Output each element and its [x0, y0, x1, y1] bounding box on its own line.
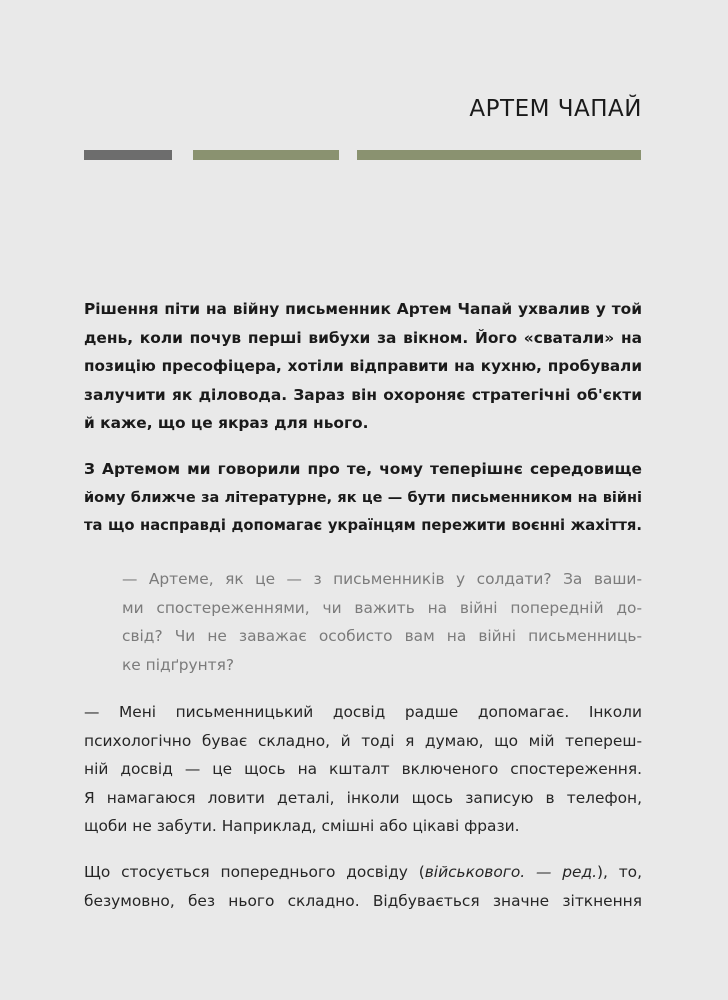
decorative-bar-olive-long [357, 150, 641, 160]
lead-line: йому ближче за літературне, як це — бути письменником на війні [84, 489, 642, 506]
lead-line: З Артемом ми говорили про те, чому теперішнє середовище [84, 460, 642, 478]
question-line: — Артеме, як це — з письменників у солдати? За ваши- [122, 570, 642, 588]
intro-line: залучити як діловода. Зараз він охороняє стратегічні об'єкти [84, 385, 642, 404]
author-name: АРТЕМ ЧАПАЙ [469, 96, 642, 122]
answer-line: ній досвід — це щось на кшталт включеного спостереження. [84, 760, 642, 778]
intro-line: позицію пресофіцера, хотіли відправити на кухню, пробували [84, 357, 642, 375]
question-line: ке підґрунтя? [122, 655, 235, 674]
intro-line: Рішення піти на війну письменник Артем Чапай ухвалив у той [84, 300, 642, 318]
answer-line: щоби не забути. Наприклад, смішні або цікаві фрази. [84, 817, 520, 835]
answer-line: — Мені письменницький досвід радше допомагає. Інколи [84, 703, 642, 721]
interview-question [122, 565, 642, 679]
answer-continuation [84, 858, 642, 915]
question-line: ми спостереженнями, чи важить на війні попередній до- [122, 598, 642, 617]
editor-note: військового. — ред. [424, 863, 597, 881]
intro-line: день, коли почув перші вибухи за вікном. Його «сватали» на [84, 328, 642, 347]
question-line: свід? Чи не заважає особисто вам на війні письменниць- [122, 627, 642, 645]
answer-line: Я намагаюся ловити деталі, інколи щось записую в телефон, [84, 788, 642, 807]
intro-line: й каже, що це якраз для нього. [84, 414, 369, 432]
continuation-text: Що стосується попереднього досвіду ( [84, 863, 425, 881]
interview-answer [84, 698, 642, 841]
decorative-bar-olive-short [193, 150, 339, 160]
answer-line: психологічно буває складно, й тоді я думаю, що мій тепереш- [84, 731, 642, 750]
decorative-bar-gray [84, 150, 172, 160]
continuation-line [84, 858, 642, 887]
lead-line: та що насправді допомагає українцям пережити воєнні жахіття. [84, 517, 642, 534]
continuation-line: безумовно, без нього складно. Відбувається значне зіткнення [84, 891, 642, 910]
lead-paragraph [84, 455, 642, 541]
continuation-text: ), то, [597, 863, 642, 881]
intro-paragraph [84, 295, 642, 438]
